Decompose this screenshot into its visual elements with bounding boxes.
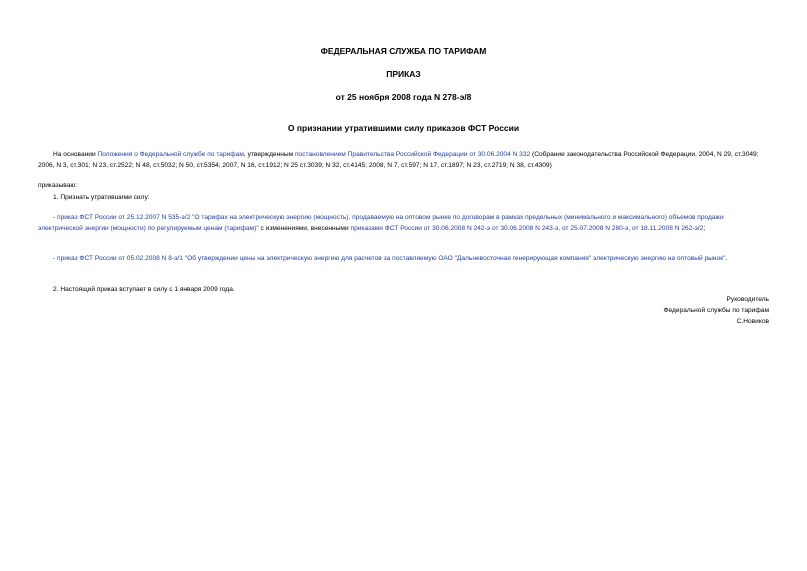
document-title: О признании утратившими силу приказов ФСТ России [287, 123, 520, 133]
regulation-link[interactable]: Положения о Федеральной службе по тарифам [97, 151, 244, 158]
basis-suffix: (Собрание законодательства Российской Федерации, 2004, N 29, ст.3049; 2006, N 3, ст.301; N 23, ст.2522; N 48, ст.5032; N 50, ст.5354; 2007, N 16, ст.1912; N 25 ст.3039; N 32, ст.4145; 2008, N 7, ст.597; N 17, ст.1897; N 23, ст.2719; N 38, ст.4309) [38, 151, 759, 169]
document-type: ПРИКАЗ [386, 69, 421, 79]
document-date-number: от 25 ноября 2008 года N 278-э/8 [335, 92, 472, 102]
revoked-order-2-suffix: . [725, 255, 728, 262]
signature-organization: Федеральной службы по тарифам [663, 307, 769, 314]
order-word: приказываю: [38, 182, 78, 189]
basis-prefix: На основании [53, 151, 98, 158]
revoked-order-1 [38, 213, 769, 234]
revoked-order-2 [38, 254, 769, 265]
revoked-order-1-middle: с изменениями, внесенными [258, 224, 351, 232]
government-decree-link[interactable]: постановлением Правительства Российской Федерации от 30.06.2004 N 332 [294, 151, 531, 158]
item-2: 2. Настоящий приказ вступает в силу с 1 января 2009 года. [53, 286, 235, 293]
signature-name: С.Новиков [736, 318, 769, 325]
basis-middle: , утвержденным [243, 151, 295, 158]
amendments-link[interactable]: приказами ФСТ России от 30.06.2008 N 242-э от 30.06.2008 N 243-э, от 25.07.2008 N 280-э, от 18.11.2008 N 262-э/2 [350, 224, 704, 232]
revoked-order-2-link[interactable]: - приказ ФСТ России от 05.02.2008 N 8-э/1 "Об утверждении цены на электрическую энергию для расчетов за поставляемую ОАО "Дальневосточная генерирующая компания" электрическую энергию на оптовый рынок" [53, 255, 726, 262]
signature-position: Руководитель [726, 296, 769, 303]
basis-paragraph [38, 150, 769, 171]
organization-name: ФЕДЕРАЛЬНАЯ СЛУЖБА ПО ТАРИФАМ [320, 46, 487, 56]
item-1: 1. Признать утратившими силу: [53, 194, 150, 201]
revoked-order-1-suffix: ; [703, 224, 706, 232]
revoked-order-1-link[interactable]: - приказ ФСТ России от 25.12.2007 N 535-э/2 "О тарифах на электрическую энергию (мощность), продаваемую на оптовом рынке по договорам в рамках предельных (минимального и максимального) объемов продажи электрической энергии (мощности) по регулируемым ценам (тарифам)" [38, 214, 724, 232]
